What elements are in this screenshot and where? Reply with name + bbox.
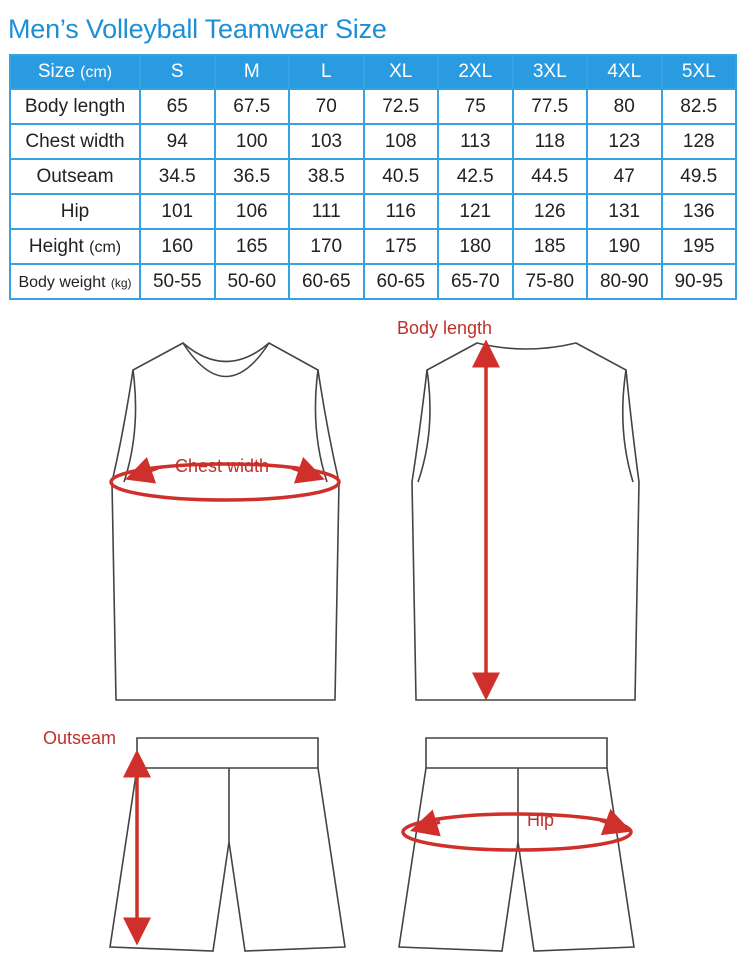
table-cell: 90-95	[662, 264, 737, 299]
table-cell: 50-60	[215, 264, 290, 299]
header-size-unit: (cm)	[80, 64, 113, 81]
table-cell: 126	[513, 194, 588, 229]
row-label: Body length	[10, 89, 140, 124]
table-cell: 94	[140, 124, 215, 159]
table-cell: 113	[438, 124, 513, 159]
table-row	[10, 89, 736, 124]
row-label: Outseam	[10, 159, 140, 194]
table-row	[10, 264, 736, 299]
table-cell: 100	[215, 124, 290, 159]
table-cell: 128	[662, 124, 737, 159]
row-label-cell	[10, 264, 140, 299]
table-cell: 42.5	[438, 159, 513, 194]
table-cell: 175	[364, 229, 439, 264]
table-cell: 136	[662, 194, 737, 229]
size-header: 4XL	[587, 55, 662, 89]
garment-diagrams	[0, 300, 747, 960]
table-header-row	[10, 55, 736, 89]
table-cell: 82.5	[662, 89, 737, 124]
table-cell: 180	[438, 229, 513, 264]
table-cell: 121	[438, 194, 513, 229]
table-cell: 103	[289, 124, 364, 159]
table-cell: 36.5	[215, 159, 290, 194]
table-cell: 65	[140, 89, 215, 124]
table-cell: 111	[289, 194, 364, 229]
shorts-front-illustration	[110, 738, 345, 951]
table-cell: 165	[215, 229, 290, 264]
size-table	[9, 54, 737, 300]
row-label-cell	[10, 229, 140, 264]
size-header: L	[289, 55, 364, 89]
table-cell: 123	[587, 124, 662, 159]
table-cell: 60-65	[364, 264, 439, 299]
table-row	[10, 124, 736, 159]
table-cell: 75	[438, 89, 513, 124]
jersey-back-illustration	[412, 343, 639, 700]
row-label: Chest width	[10, 124, 140, 159]
row-unit: (cm)	[89, 238, 122, 256]
table-cell: 195	[662, 229, 737, 264]
table-cell: 44.5	[513, 159, 588, 194]
size-header: 2XL	[438, 55, 513, 89]
table-cell: 160	[140, 229, 215, 264]
table-cell: 106	[215, 194, 290, 229]
size-header: M	[215, 55, 290, 89]
table-row	[10, 194, 736, 229]
table-cell: 72.5	[364, 89, 439, 124]
table-cell: 80	[587, 89, 662, 124]
table-cell: 77.5	[513, 89, 588, 124]
table-cell: 65-70	[438, 264, 513, 299]
header-size-cell	[10, 55, 140, 89]
size-header: 5XL	[662, 55, 737, 89]
table-cell: 101	[140, 194, 215, 229]
table-cell: 47	[587, 159, 662, 194]
table-cell: 60-65	[289, 264, 364, 299]
jersey-front-illustration	[112, 343, 339, 700]
row-label: Body weight	[18, 273, 106, 291]
table-cell: 70	[289, 89, 364, 124]
table-cell: 50-55	[140, 264, 215, 299]
header-size-label: Size	[37, 61, 75, 82]
table-row	[10, 229, 736, 264]
table-cell: 49.5	[662, 159, 737, 194]
table-cell: 131	[587, 194, 662, 229]
table-cell: 116	[364, 194, 439, 229]
outseam-label: Outseam	[43, 728, 117, 748]
table-cell: 118	[513, 124, 588, 159]
table-row	[10, 159, 736, 194]
page-title: Men’s Volleyball Teamwear Size	[8, 14, 387, 44]
table-cell: 190	[587, 229, 662, 264]
table-cell: 34.5	[140, 159, 215, 194]
table-cell: 170	[289, 229, 364, 264]
table-cell: 67.5	[215, 89, 290, 124]
chest-width-label: Chest width	[175, 456, 270, 476]
table-cell: 38.5	[289, 159, 364, 194]
table-cell: 75-80	[513, 264, 588, 299]
table-cell: 108	[364, 124, 439, 159]
size-header: 3XL	[513, 55, 588, 89]
row-unit: (kg)	[110, 275, 132, 290]
size-header: XL	[364, 55, 439, 89]
row-label: Hip	[10, 194, 140, 229]
row-label: Height	[28, 235, 84, 257]
size-header: S	[140, 55, 215, 89]
table-cell: 185	[513, 229, 588, 264]
hip-label: Hip	[527, 810, 555, 830]
table-cell: 40.5	[364, 159, 439, 194]
table-cell: 80-90	[587, 264, 662, 299]
body-length-label: Body length	[397, 318, 493, 338]
